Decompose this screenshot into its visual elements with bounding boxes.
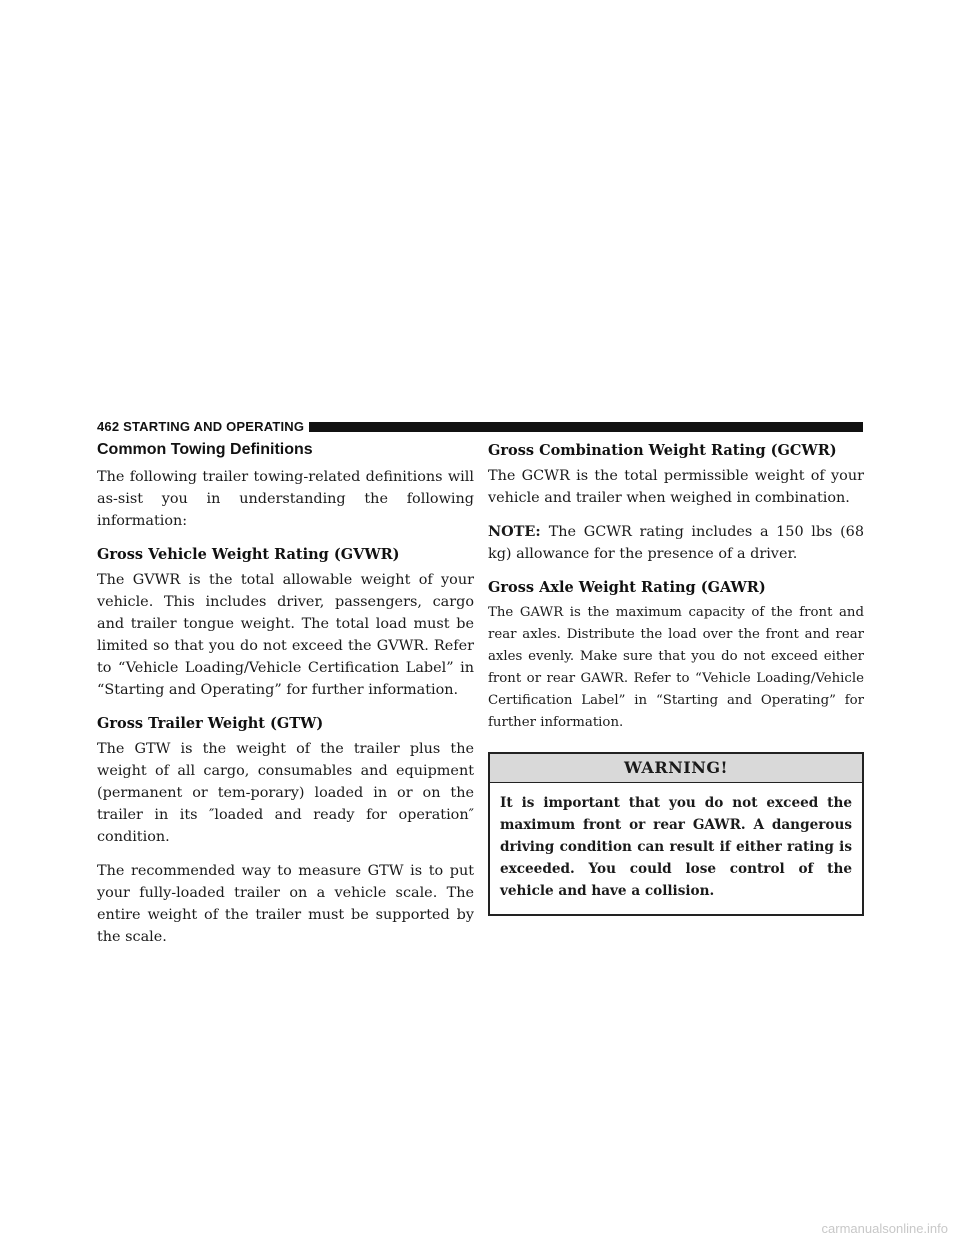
warning-text: It is important that you do not exceed the maximum front or rear GAWR. A dangerous driving condition can result if either rating is exceeded. You could lose control of the vehicle and have a collision. <box>500 795 852 899</box>
watermark-logo: carmanualsonline.info <box>821 1221 948 1236</box>
warning-title: WARNING! <box>490 754 862 783</box>
left-column <box>97 440 474 960</box>
header-rule <box>309 422 863 432</box>
page-header <box>97 419 863 435</box>
gvwr-paragraph: The GVWR is the total allowable weight of your vehicle. This includes driver, passengers, cargo and trailer tongue weight. The total load must be limited so that you do not exceed the GVWR. Refer to “Vehicle Loading/Vehicle Certification Label” in “Starting and Operating” for further information. <box>97 572 474 698</box>
gawr-paragraph: The GAWR is the maximum capacity of the front and rear axles. Distribute the load over the front and rear axles evenly. Make sure that you do not exceed either front or rear GAWR. Refer to “Vehicle Loading/Vehicle Certification Label” in “Starting and Operating” for further information. <box>488 605 864 730</box>
note-paragraph <box>488 521 864 565</box>
section-title: STARTING AND OPERATING <box>123 419 305 434</box>
intro-paragraph: The following trailer towing-related definitions will as-sist you in understanding the following information: <box>97 469 474 529</box>
gcwr-heading: Gross Combination Weight Rating (GCWR) <box>488 442 837 459</box>
section-heading: Common Towing Definitions <box>97 441 313 458</box>
note-text: The GCWR rating includes a 150 lbs (68 kg) allowance for the presence of a driver. <box>488 524 864 562</box>
gtw-measure-paragraph: The recommended way to measure GTW is to put your fully-loaded trailer on a vehicle scale. The entire weight of the trailer must be supported by the scale. <box>97 863 474 945</box>
gtw-paragraph: The GTW is the weight of the trailer plus the weight of all cargo, consumables and equipment (permanent or tem-porary) loaded in or on the trailer in its ″loaded and ready for operation″ condition. <box>97 741 474 845</box>
note-label: NOTE: <box>488 523 541 540</box>
header-label <box>97 419 308 435</box>
right-column <box>488 440 864 916</box>
gcwr-paragraph: The GCWR is the total permissible weight of your vehicle and trailer when weighed in combination. <box>488 468 864 506</box>
gtw-heading: Gross Trailer Weight (GTW) <box>97 715 324 732</box>
gawr-heading: Gross Axle Weight Rating (GAWR) <box>488 579 766 596</box>
gvwr-heading: Gross Vehicle Weight Rating (GVWR) <box>97 546 400 563</box>
warning-box <box>488 752 864 916</box>
page-number: 462 <box>97 419 120 434</box>
